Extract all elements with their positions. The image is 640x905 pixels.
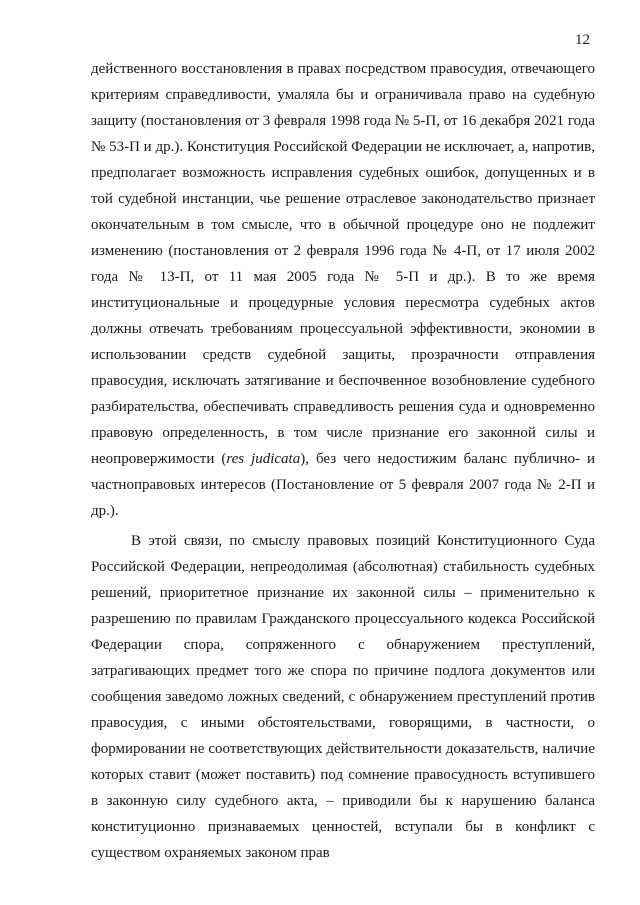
- paragraph-1-text-end: ), без чего недостижим баланс публично- и частноправовых интересов (Постановление от 5 февраля 2007 года № 2-П и др.).: [91, 451, 595, 519]
- paragraph-1: [91, 56, 595, 524]
- document-body: [91, 56, 595, 866]
- page-number: 12: [575, 32, 590, 48]
- paragraph-2: В этой связи, по смыслу правовых позиций Конституционного Суда Российской Федерации, непреодолимая (абсолютная) стабильность судебных решений, приоритетное признание их законной силы – применительно к разрешению по правилам Гражданского процессуального кодекса Российской Федерации спора, сопряженного с обнаружением преступлений, затрагивающих предмет того же спора по причине подлога документов или сообщения заведомо ложных сведений, с обнаружением преступлений против правосудия, с иными обстоятельствами, говорящими, в частности, о формировании не соответствующих действительности доказательств, наличие которых ставит (может поставить) под сомнение правосудность вступившего в законную силу судебного акта, – приводили бы к нарушению баланса конституционно признаваемых ценностей, вступали бы в конфликт с существом охраняемых законом прав: [91, 533, 595, 861]
- paragraph-1-text: действенного восстановления в правах посредством правосудия, отвечающего критериям справедливости, умаляла бы и ограничивала право на судебную защиту (постановления от 3 февраля 1998 года № 5-П, от 16 декабря 2021 года № 53-П и др.). Конституция Российской Федерации не исключает, а, напротив, предполагает возможность исправления судебных ошибок, допущенных и в той судебной инстанции, чье решение отраслевое законодательство признает окончательным в том смысле, что в обычной процедуре оно не подлежит изменению (постановления от 2 февраля 1996 года № 4-П, от 17 июля 2002 года № 13-П, от 11 мая 2005 года № 5-П и др.). В то же время институциональные и процедурные условия пересмотра судебных актов должны отвечать требованиям процессуальной эффективности, экономии в использовании средств судебной защиты, прозрачности отправления правосудия, исключать затягивание и беспочвенное возобновление судебного разбирательства, обеспечивать справедливость решения суда и одновременно правовую определенность, в том числе признание его законной силы и неопровержимости (: [91, 61, 595, 467]
- latin-term: res judicata: [226, 451, 301, 467]
